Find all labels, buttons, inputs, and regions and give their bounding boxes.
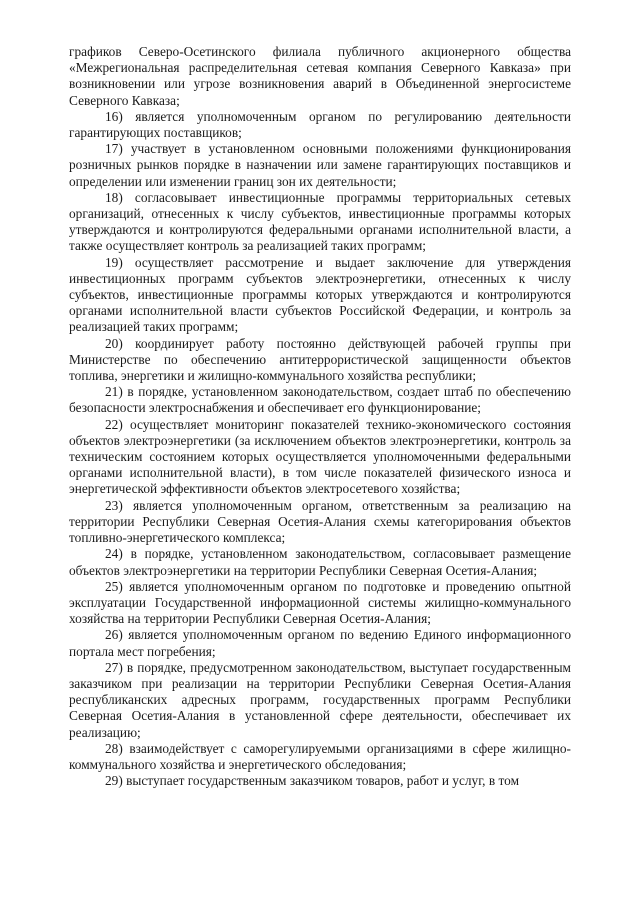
paragraph-item-22: 22) осуществляет мониторинг показателей технико-экономического состояния объектов электроэнергетики (за исключением объектов электроэнергетики, контроль за техническим состоянием которых осуществляется уполномоченными федеральными органами исполнительной власти), в том числе показателей физического износа и энергетической эффективности объектов электросетевого хозяйства; (69, 416, 571, 497)
paragraph-item-24: 24) в порядке, установленном законодательством, согласовывает размещение объектов электроэнергетики на территории Республики Северная Осетия-Алания; (69, 546, 571, 578)
paragraph-item-17: 17) участвует в установленном основными положениями функционирования розничных рынков порядке в назначении или замене гарантирующих поставщиков и определении или изменении границ зон их деятельности; (69, 141, 571, 189)
paragraph-item-25: 25) является уполномоченным органом по подготовке и проведению опытной эксплуатации Государственной информационной системы жилищно-коммунального хозяйства на территории Республики Северная Осетия-Алания; (69, 578, 571, 627)
paragraph-item-19: 19) осуществляет рассмотрение и выдает заключение для утверждения инвестиционных программ субъектов электроэнергетики, отнесенных к числу субъектов, инвестиционные программы которых утверждаются и контролируются органами исполнительной власти субъектов Российской Федерации, и контроль за реализацией таких программ; (69, 254, 571, 335)
paragraph-item-23: 23) является уполномоченным органом, ответственным за реализацию на территории Республики Северная Осетия-Алания схемы категорирования объектов топливно-энергетического комплекса; (69, 497, 571, 546)
paragraph-item-29: 29) выступает государственным заказчиком товаров, работ и услуг, в том (105, 773, 520, 789)
paragraph-item-28: 28) взаимодействует с саморегулируемыми организациями в сфере жилищно-коммунального хозяйства и энергетического обследования; (69, 740, 571, 772)
paragraph-item-21: 21) в порядке, установленном законодательством, создает штаб по обеспечению безопасности электроснабжения и обеспечивает его функционирование; (69, 384, 571, 416)
paragraph-item-26: 26) является уполномоченным органом по ведению Единого информационного портала мест погребения; (69, 627, 571, 659)
paragraph-item-27: 27) в порядке, предусмотренном законодательством, выступает государственным заказчиком при реализации на территории Республики Северная Осетия-Алания республиканских адресных программ, государственных программ Республики Северная Осетия-Алания в установленной сфере деятельности, обеспечивает их реализацию; (69, 659, 571, 740)
paragraph-continuation: графиков Северо-Осетинского филиала публичного акционерного общества «Межрегиональная распределительная сетевая компания Северного Кавказа» при возникновении или угрозе возникновения аварий в Объединенной энергосистеме Северного Кавказа; (69, 44, 571, 108)
paragraph-item-20: 20) координирует работу постоянно действующей рабочей группы при Министерстве по обеспечению антитеррористической защищенности объектов топлива, энергетики и жилищно-коммунального хозяйства республики; (69, 335, 571, 384)
document-body (69, 44, 571, 789)
paragraph-item-16: 16) является уполномоченным органом по регулированию деятельности гарантирующих поставщиков; (69, 108, 571, 141)
paragraph-item-18: 18) согласовывает инвестиционные программы территориальных сетевых организаций, отнесенных к числу субъектов, инвестиционные программы которых утверждаются и контролируются федеральными органами исполнительной власти, а также осуществляет контроль за реализацией таких программ; (69, 189, 571, 254)
